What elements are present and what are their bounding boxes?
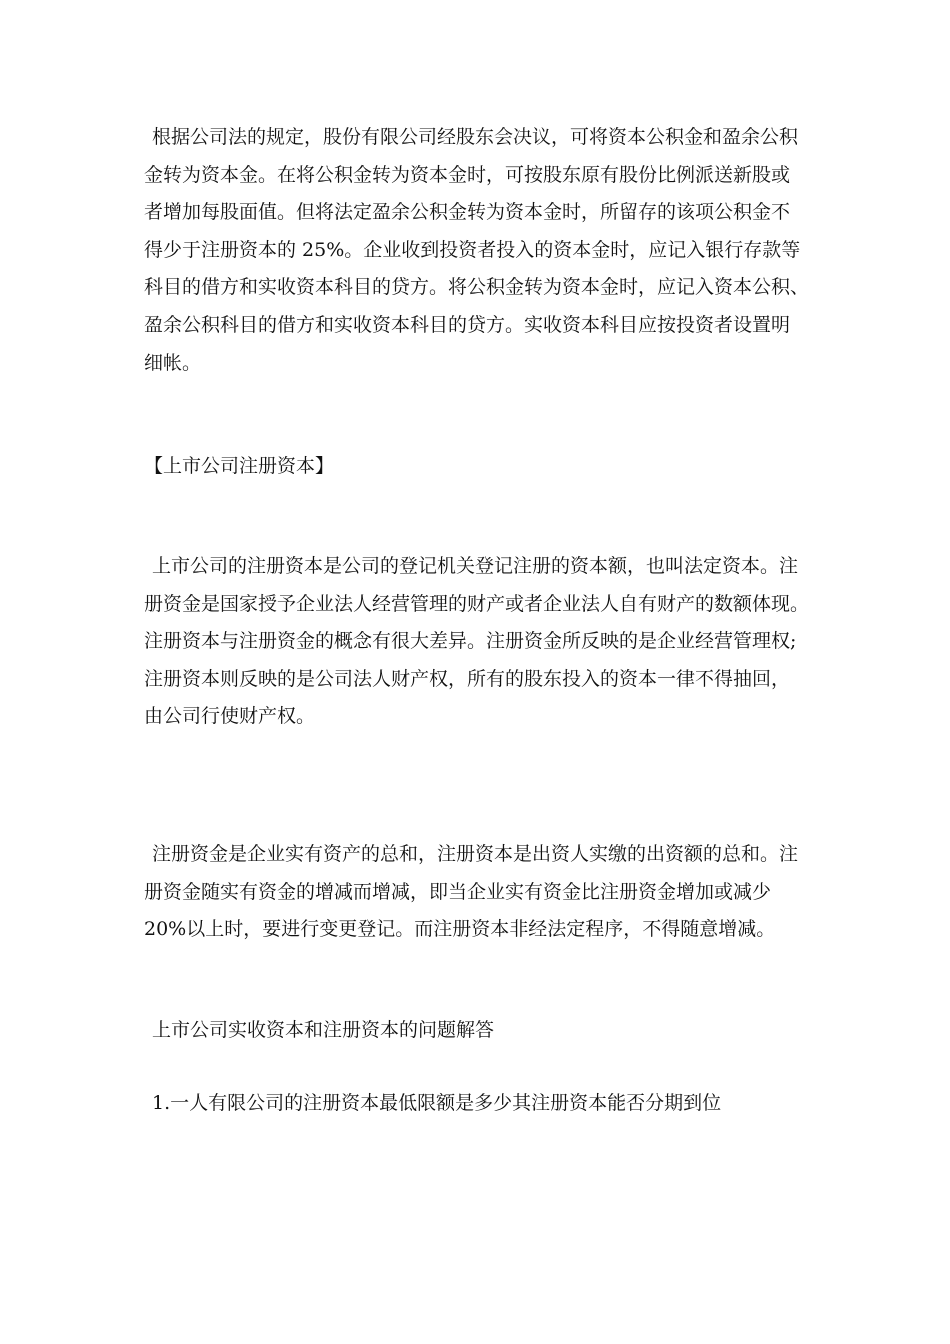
paragraph-line: 注册资本则反映的是公司法人财产权，所有的股东投入的资本一律不得抽回， — [144, 667, 791, 690]
paragraph-line: 注册资本与注册资金的概念有很大差异。注册资金所反映的是企业经营管理权; — [144, 630, 797, 653]
paragraph-registered-funds-comparison — [144, 836, 808, 949]
paragraph-line: 者增加每股面值。但将法定盈余公积金转为资本金时，所留存的该项公积金不 — [144, 201, 791, 224]
paragraph-registered-capital-definition — [144, 548, 808, 736]
section-heading-registered-capital — [144, 448, 808, 486]
paragraph-line: 根据公司法的规定，股份有限公司经股东会决议，可将资本公积金和盈余公积 — [152, 126, 799, 148]
paragraph-line: 20%以上时，要进行变更登记。而注册资本非经法定程序，不得随意增减。 — [144, 918, 776, 941]
paragraph-line: 金转为资本金。在将公积金转为资本金时，可按股东原有股份比例派送新股或 — [144, 163, 791, 186]
paragraph-line: 注册资金是企业实有资产的总和，注册资本是出资人实缴的出资额的总和。注 — [152, 843, 799, 865]
section-heading-qa — [144, 1012, 808, 1050]
paragraph-line: 盈余公积科目的借方和实收资本科目的贷方。实收资本科目应按投资者设置明 — [144, 313, 791, 336]
paragraph-line: 科目的借方和实收资本科目的贷方。将公积金转为资本金时，应记入资本公积、 — [144, 276, 810, 299]
question-item — [144, 1085, 808, 1123]
section-heading: 【上市公司注册资本】 — [144, 455, 335, 477]
paragraph-line: 册资金是国家授予企业法人经营管理的财产或者企业法人自有财产的数额体现。 — [144, 592, 810, 615]
question-text: 1.一人有限公司的注册资本最低限额是多少其注册资本能否分期到位 — [152, 1092, 722, 1114]
paragraph-line: 由公司行使财产权。 — [144, 705, 316, 728]
paragraph-line: 册资金随实有资金的增减而增减，即当企业实有资金比注册资金增加或减少 — [144, 880, 772, 903]
section-heading: 上市公司实收资本和注册资本的问题解答 — [152, 1019, 495, 1041]
paragraph-line: 细帐。 — [144, 351, 202, 374]
paragraph-capital-reserve — [144, 119, 808, 382]
paragraph-line: 上市公司的注册资本是公司的登记机关登记注册的资本额，也叫法定资本。注 — [152, 555, 799, 577]
paragraph-line: 得少于注册资本的 25%。企业收到投资者投入的资本金时，应记入银行存款等 — [144, 238, 801, 261]
